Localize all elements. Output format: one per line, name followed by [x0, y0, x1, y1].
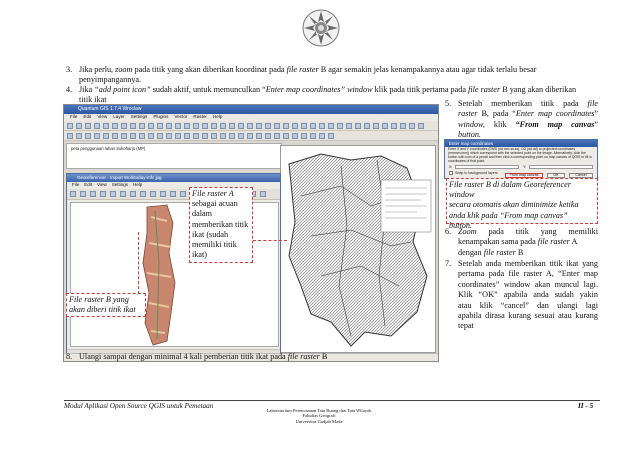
dialog-titlebar: Enter map coordinates	[445, 140, 597, 147]
geo-menu-settings[interactable]: Settings	[111, 182, 128, 187]
step-5-line: raster B, pada “Enter map coordinates”	[458, 109, 598, 119]
toolbar-tool-icon[interactable]	[292, 133, 298, 139]
toolbar-tool-icon[interactable]	[130, 133, 136, 139]
toolbar-tool-icon[interactable]	[229, 123, 235, 129]
toolbar-tool-icon[interactable]	[170, 191, 176, 197]
callout-raster-a	[189, 187, 253, 263]
toolbar-tool-icon[interactable]	[130, 123, 136, 129]
step-6-text	[458, 227, 598, 258]
toolbar-tool-icon[interactable]	[67, 133, 73, 139]
enter-map-coordinates-dialog	[444, 139, 598, 179]
step-7-line: Setelah anda memberikan titik ikat yang	[458, 259, 598, 268]
toolbar-tool-icon[interactable]	[418, 123, 424, 129]
step-8-number: 8.	[66, 352, 73, 361]
university-seal-logo	[301, 8, 341, 48]
footer-module-title: Modul Aplikasi Open Source QGIS untuk Pemetaan	[64, 402, 214, 410]
x-coordinate-field[interactable]	[455, 165, 519, 169]
toolbar-tool-icon[interactable]	[310, 123, 316, 129]
step-4-line-1: Jika “add point icon” sudah aktif, untuk memunculkan “Enter map coordinates” window klik pada titik pertama pada file raster B yang akan diberikan	[79, 85, 577, 94]
toolbar-tool-icon[interactable]	[382, 123, 388, 129]
callout-b-pointer	[138, 232, 139, 294]
callout-minimize-line: anda klik pada “From map canvas”	[449, 210, 568, 220]
menu-help[interactable]: Help	[212, 114, 223, 119]
main-map-canvas[interactable]	[280, 145, 436, 353]
toolbar-tool-icon[interactable]	[256, 123, 262, 129]
menu-plugins[interactable]: Plugins	[153, 114, 169, 119]
georeferencer-titlebar	[67, 174, 280, 182]
toolbar-tool-icon[interactable]	[103, 123, 109, 129]
toolbar-tool-icon[interactable]	[193, 123, 199, 129]
toolbar-tool-icon[interactable]	[328, 123, 334, 129]
callout-raster-b	[66, 293, 146, 317]
toolbar-tool-icon[interactable]	[400, 123, 406, 129]
callout-raster-a-line: sebagai acuan	[192, 199, 238, 209]
menu-file[interactable]: File	[70, 114, 78, 119]
toolbar-tool-icon[interactable]	[274, 123, 280, 129]
step-5-number: 5.	[445, 99, 452, 108]
step-3-line-2: penyimpangannya.	[79, 75, 142, 84]
toolbar-tool-icon[interactable]	[355, 123, 361, 129]
menu-layer[interactable]: Layer	[113, 114, 125, 119]
callout-a-pointer	[253, 240, 287, 241]
toolbar-tool-icon[interactable]	[274, 133, 280, 139]
menu-settings[interactable]: Settings	[130, 114, 148, 119]
toolbar-tool-icon[interactable]	[238, 123, 244, 129]
toolbar-tool-icon[interactable]	[247, 133, 253, 139]
toolbar-tool-icon[interactable]	[94, 123, 100, 129]
callout-raster-b-line: File raster B yang	[69, 295, 129, 304]
toolbar-tool-icon[interactable]	[166, 123, 172, 129]
from-map-canvas-button[interactable]: From map canvas	[505, 173, 543, 178]
toolbar-tool-icon[interactable]	[202, 133, 208, 139]
toolbar-tool-icon[interactable]	[103, 133, 109, 139]
snap-checkbox[interactable]	[449, 171, 453, 175]
step-4-line-2: titik ikat	[79, 95, 107, 104]
qgis-menubar	[64, 114, 438, 121]
menu-edit[interactable]: Edit	[83, 114, 92, 119]
toolbar-tool-icon[interactable]	[184, 133, 190, 139]
toolbar-tool-icon[interactable]	[150, 191, 156, 197]
snap-label: Snap to background layers	[455, 171, 498, 175]
step-6-line: dengan file raster B	[458, 247, 524, 257]
toolbar-tool-icon[interactable]	[211, 123, 217, 129]
toolbar-tool-icon[interactable]	[100, 191, 106, 197]
callout-raster-a-line: File raster A	[192, 189, 234, 198]
menu-raster[interactable]: Raster	[193, 114, 207, 119]
step-5-line: window, klik “From map canvas”	[458, 119, 598, 129]
toolbar-tool-icon[interactable]	[301, 133, 307, 139]
toolbar-tool-icon[interactable]	[292, 123, 298, 129]
dialog-instructions: Enter X and Y coordinates (DMS (dd mm ss.ss), DD (dd.dd) or projected coordinates (mmmm.mm)) which correspond with the selected point on the image. Alternatively, click the button with icon of a pencil and then click a corresponding point on map canvas of QGIS to fill in coordinates of that point.	[448, 147, 592, 163]
toolbar-tool-icon[interactable]	[193, 133, 199, 139]
step-3-number: 3.	[66, 65, 73, 74]
geo-menu-view[interactable]: View	[97, 182, 107, 187]
toolbar-tool-icon[interactable]	[283, 133, 289, 139]
toolbar-tool-icon[interactable]	[166, 133, 172, 139]
raster-a-map	[281, 146, 437, 354]
toolbar-tool-icon[interactable]	[160, 191, 166, 197]
cancel-button[interactable]: Cancel	[569, 173, 593, 178]
toolbar-tool-icon[interactable]	[85, 123, 91, 129]
toolbar-tool-icon[interactable]	[180, 191, 186, 197]
toolbar-tool-icon[interactable]	[346, 123, 352, 129]
step-6-line: Zoom pada titik yang memiliki	[458, 227, 598, 236]
geo-menu-edit[interactable]: Edit	[84, 182, 93, 187]
x-label: X:	[449, 165, 453, 169]
ok-button[interactable]: OK	[547, 173, 565, 178]
step-7-line: tepat	[458, 321, 474, 331]
toolbar-tool-icon[interactable]	[110, 191, 116, 197]
menu-view[interactable]: View	[97, 114, 108, 119]
georeferencer-title: Georeferencer - Import Worktoday-mfc jpg	[77, 175, 162, 180]
toolbar-tool-icon[interactable]	[130, 191, 136, 197]
toolbar-tool-icon[interactable]	[283, 123, 289, 129]
callout-raster-b-line: akan diberi titik ikat	[69, 305, 136, 315]
step-6-number: 6.	[445, 227, 452, 236]
toolbar-tool-icon[interactable]	[337, 123, 343, 129]
toolbar-tool-icon[interactable]	[184, 123, 190, 129]
toolbar-tool-icon[interactable]	[202, 123, 208, 129]
step-5-line: button.	[458, 130, 481, 140]
toolbar-tool-icon[interactable]	[112, 123, 118, 129]
toolbar-tool-icon[interactable]	[256, 133, 262, 139]
qgis-titlebar	[64, 105, 438, 114]
toolbar-tool-icon[interactable]	[148, 133, 154, 139]
step-5-text	[458, 99, 598, 141]
menu-vector[interactable]: Vector	[174, 114, 188, 119]
toolbar-tool-icon[interactable]	[70, 191, 76, 197]
toolbar-tool-icon[interactable]	[260, 191, 266, 197]
toolbar-tool-icon[interactable]	[76, 123, 82, 129]
toolbar-tool-icon[interactable]	[175, 123, 181, 129]
toolbar-tool-icon[interactable]	[265, 123, 271, 129]
toolbar-tool-icon[interactable]	[139, 133, 145, 139]
toolbar-tool-icon[interactable]	[310, 133, 316, 139]
callout-minimize-line: button.	[449, 220, 472, 230]
toolbar-tool-icon[interactable]	[157, 133, 163, 139]
footer-page-number: II - 5	[578, 402, 594, 410]
y-coordinate-field[interactable]	[529, 165, 593, 169]
step-7-line: pertama pada file raster A, “Enter map	[458, 269, 598, 279]
toolbar-tool-icon[interactable]	[211, 133, 217, 139]
toolbar-tool-icon[interactable]	[120, 191, 126, 197]
callout-minimize	[446, 178, 598, 230]
step-5-line: Setelah memberikan titik pada file	[458, 99, 598, 108]
toolbar-tool-icon[interactable]	[319, 133, 325, 139]
toolbar-tool-icon[interactable]	[76, 133, 82, 139]
toolbar-tool-icon[interactable]	[319, 123, 325, 129]
footer-faculty: Fakultas Geografi	[302, 413, 336, 419]
toolbar-tool-icon[interactable]	[373, 123, 379, 129]
toolbar-tool-icon[interactable]	[112, 133, 118, 139]
toolbar-tool-icon[interactable]	[121, 133, 127, 139]
toolbar-tool-icon[interactable]	[247, 123, 253, 129]
qgis-toolbar-1	[64, 121, 438, 131]
footer-university: Universitas Gadjah Mada	[295, 418, 343, 424]
toolbar-tool-icon[interactable]	[229, 133, 235, 139]
callout-raster-a-line: memberikan titik	[192, 219, 249, 229]
toolbar-tool-icon[interactable]	[301, 123, 307, 129]
toolbar-tool-icon[interactable]	[140, 191, 146, 197]
step-7-number: 7.	[445, 259, 452, 268]
callout-raster-a-line: ikat)	[192, 250, 208, 260]
toolbar-tool-icon[interactable]	[67, 123, 73, 129]
toolbar-tool-icon[interactable]	[85, 133, 91, 139]
toolbar-tool-icon[interactable]	[94, 133, 100, 139]
toolbar-tool-icon[interactable]	[175, 133, 181, 139]
callout-raster-a-line: ikat (sudah	[192, 229, 229, 239]
footer-rule	[64, 400, 600, 401]
step-7-text	[458, 259, 598, 332]
geo-menu-file[interactable]: File	[72, 182, 80, 187]
geo-menu-help[interactable]: Help	[132, 182, 143, 187]
toolbar-tool-icon[interactable]	[157, 123, 163, 129]
footer-lab: Laboratorium Perencanaan Tata Ruang dan Tata Wilayah	[266, 408, 372, 413]
toolbar-tool-icon[interactable]	[80, 191, 86, 197]
callout-raster-a-line: dalam	[192, 209, 213, 219]
toolbar-tool-icon[interactable]	[364, 123, 370, 129]
callout-minimize-line: File raster B di dalam Georeferencer window	[449, 180, 571, 200]
step-8-text: Ulangi sampai dengan minimal 4 kali pemberian titik ikat pada file raster B	[79, 352, 328, 361]
step-4-number: 4.	[66, 85, 73, 94]
toolbar-tool-icon[interactable]	[220, 123, 226, 129]
step-7-line: atau klik “cancel” dan ulangi lagi	[458, 300, 598, 310]
toolbar-tool-icon[interactable]	[220, 133, 226, 139]
step-3-line-1: Jika perlu, zoom pada titik yang akan diberikan koordinat pada file raster B agar semakin jelas kenampakannya atau agar tidak terlalu besar	[79, 65, 537, 74]
qgis-toolbar-2	[64, 131, 438, 141]
y-label: Y:	[523, 165, 527, 169]
toolbar-tool-icon[interactable]	[121, 123, 127, 129]
callout-raster-a-line: memiliki titik	[192, 240, 237, 250]
toolbar-tool-icon[interactable]	[148, 123, 154, 129]
step-7-line: apabila dirasa kurang sesuai atau kurang	[458, 311, 598, 321]
callout-minimize-line: secara otomatis akan diminimize ketika	[449, 200, 579, 210]
toolbar-tool-icon[interactable]	[238, 133, 244, 139]
toolbar-tool-icon[interactable]	[391, 123, 397, 129]
layer-item[interactable]: peta penggunaan lahan Sukoharjo (MP)	[71, 146, 146, 151]
layer-panel	[66, 143, 282, 169]
qgis-title: Quantum GIS 1.7.4 Wroclaw	[78, 106, 142, 112]
toolbar-tool-icon[interactable]	[90, 191, 96, 197]
footer-institution	[219, 408, 419, 424]
toolbar-tool-icon[interactable]	[409, 123, 415, 129]
toolbar-tool-icon[interactable]	[139, 123, 145, 129]
step-6-line: kenampakan sama pada file raster A	[458, 237, 578, 247]
toolbar-tool-icon[interactable]	[328, 133, 334, 139]
step-7-line: Klik “OK” apabila anda sudah yakin	[458, 290, 598, 300]
toolbar-tool-icon[interactable]	[265, 133, 271, 139]
step-7-line: coordinates” window akan muncul lagi.	[458, 279, 598, 289]
